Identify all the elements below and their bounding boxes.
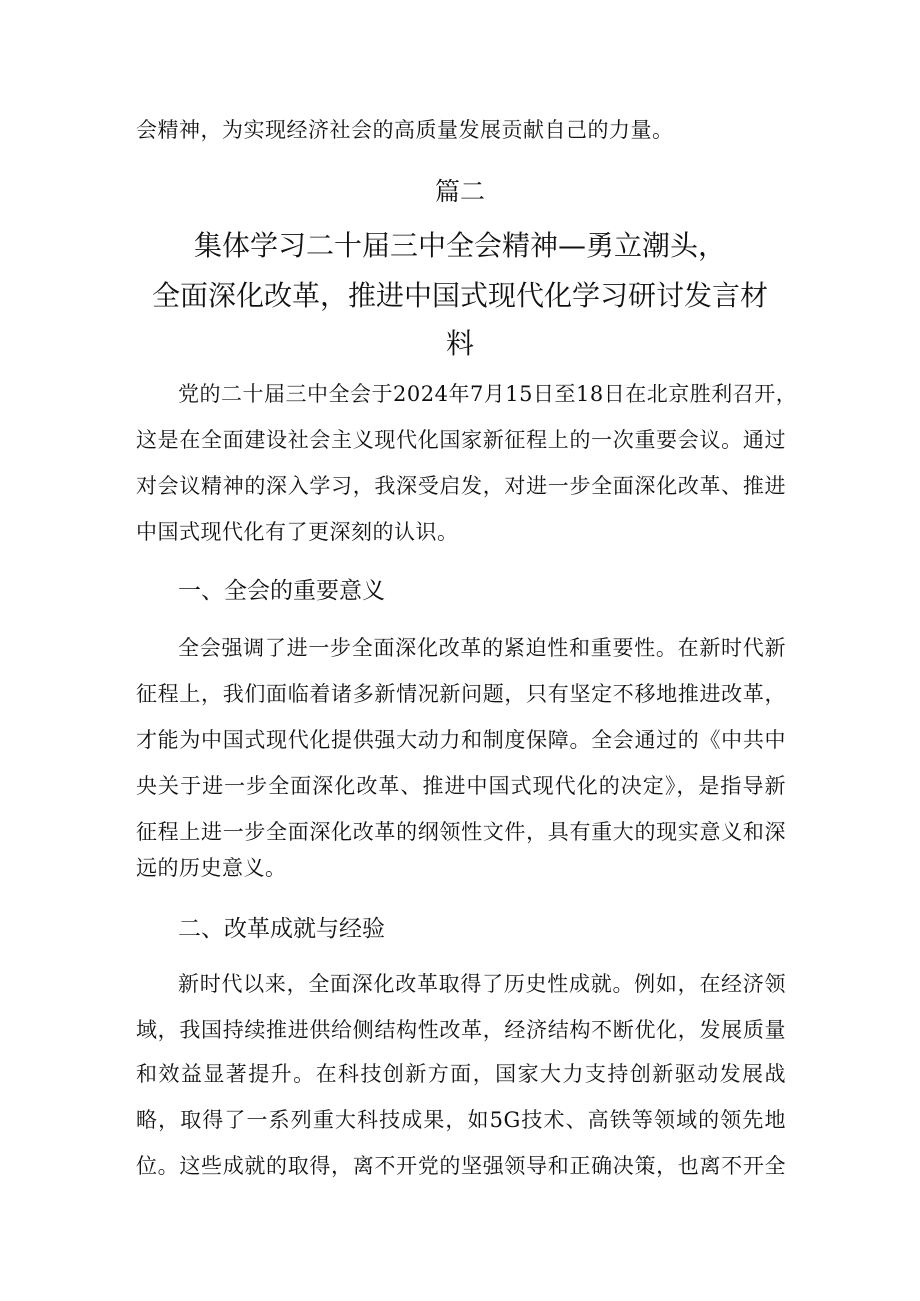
title-line-2: 全面深化改革，推进中国式现代化学习研讨发言材 (151, 279, 768, 312)
paragraph3-line-1: 新时代以来，全面深化改革取得了历史性成就。例如，在经济领 (178, 972, 786, 996)
section-heading-2: 二、改革成就与经验 (178, 916, 385, 942)
paragraph2-line-1: 全会强调了进一步全面深化改革的紧迫性和重要性。在新时代新 (178, 636, 786, 660)
paragraph1-line-3: 对会议精神的深入学习，我深受启发，对进一步全面深化改革、推进 (136, 474, 786, 498)
section-label: 篇二 (434, 177, 485, 206)
paragraph3-line-5: 位。这些成就的取得，离不开党的坚强领导和正确决策，也离不开全 (136, 1154, 786, 1178)
paragraph1-line-1: 党的二十届三中全会于2024年7月15日至18日在北京胜利召开， (178, 382, 798, 406)
paragraph3-line-2: 域，我国持续推进供给侧结构性改革，经济结构不断优化，发展质量 (136, 1018, 786, 1042)
paragraph2-line-5: 征程上进一步全面深化改革的纲领性文件，具有重大的现实意义和深 (136, 820, 786, 844)
paragraph3-line-3: 和效益显著提升。在科技创新方面，国家大力支持创新驱动发展战 (136, 1062, 786, 1086)
paragraph2-line-2: 征程上，我们面临着诸多新情况新问题，只有坚定不移地推进改革， (136, 682, 786, 706)
paragraph2-line-3: 才能为中国式现代化提供强大动力和制度保障。全会通过的《中共中 (136, 728, 786, 752)
paragraph1-line-4: 中国式现代化有了更深刻的认识。 (136, 520, 459, 544)
section-heading-1: 一、全会的重要意义 (178, 578, 385, 604)
paragraph2-line-4: 央关于进一步全面深化改革、推进中国式现代化的决定》，是指导新 (136, 774, 786, 798)
intro-closing-line: 会精神，为实现经济社会的高质量发展贡献自己的力量。 (136, 118, 674, 142)
title-line-1: 集体学习二十届三中全会精神—勇立潮头， (193, 229, 726, 262)
paragraph2-line-6: 远的历史意义。 (136, 856, 287, 880)
paragraph3-line-4: 略，取得了一系列重大科技成果，如5G技术、高铁等领域的领先地 (136, 1108, 786, 1132)
paragraph1-line-2: 这是在全面建设社会主义现代化国家新征程上的一次重要会议。通过 (136, 428, 786, 452)
title-line-3: 料 (445, 327, 474, 360)
